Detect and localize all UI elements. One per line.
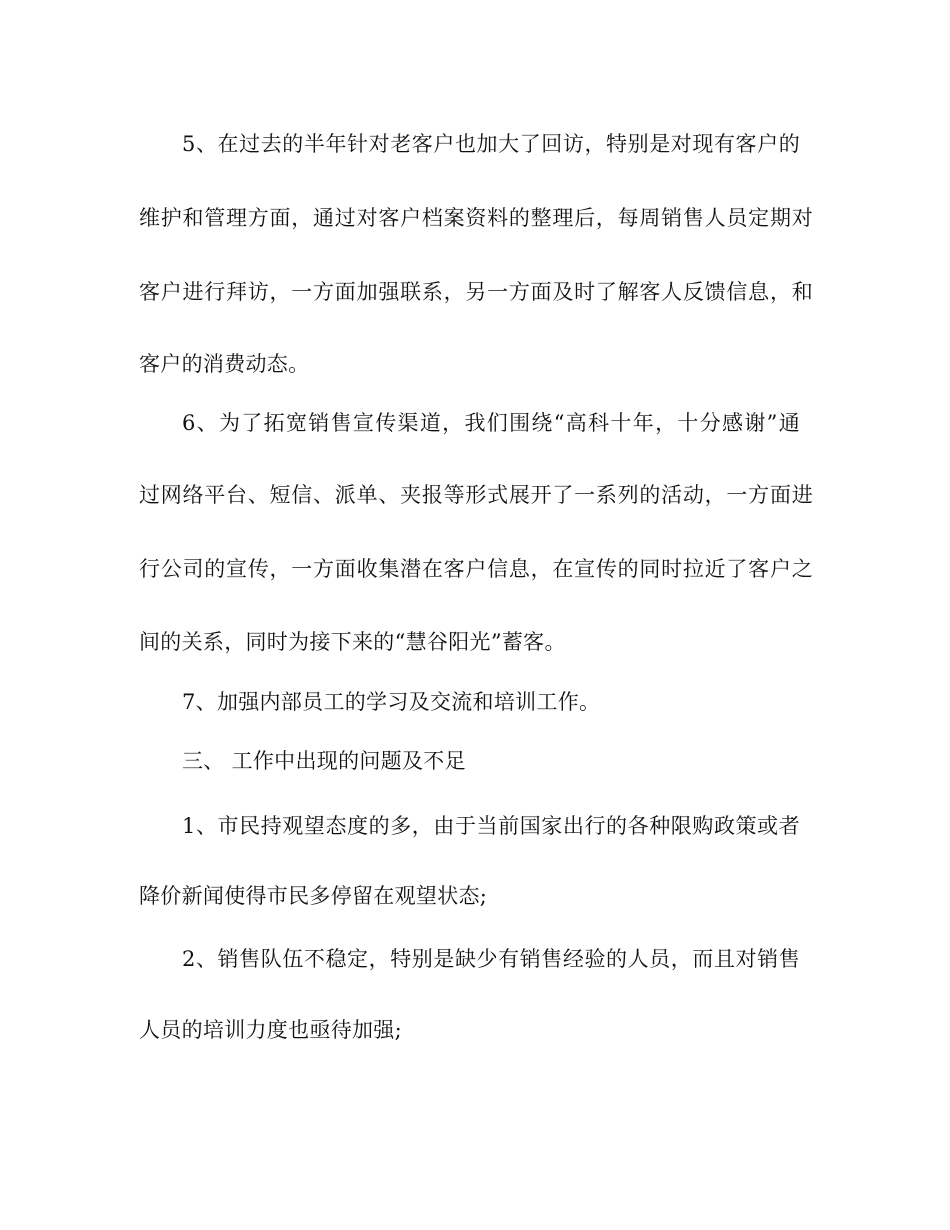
paragraph-5-line-1: 5、在过去的半年针对老客户也加大了回访，特别是对现有客户的 <box>182 132 800 156</box>
paragraph-6-line-4: 间的关系，同时为接下来的“慧谷阳光”蓄客。 <box>139 630 566 654</box>
paragraph-5-line-2: 维护和管理方面，通过对客户档案资料的整理后，每周销售人员定期对 <box>139 206 813 230</box>
problem-1-line-2: 降价新闻使得市民多停留在观望状态; <box>139 884 488 908</box>
paragraph-5-line-4: 客户的消费动态。 <box>139 352 310 376</box>
problem-1-line-1: 1、市民持观望态度的多，由于当前国家出行的各种限购政策或者 <box>182 814 800 838</box>
paragraph-6-line-2: 过网络平台、短信、派单、夹报等形式展开了一系列的活动，一方面进 <box>139 483 813 507</box>
paragraph-7-line-1: 7、加强内部员工的学习及交流和培训工作。 <box>182 690 601 714</box>
paragraph-6-line-1: 6、为了拓宽销售宣传渠道，我们围绕“高科十年，十分感谢”通 <box>182 411 800 435</box>
section-3-heading: 三、 工作中出现的问题及不足 <box>182 749 466 773</box>
problem-2-line-2: 人员的培训力度也亟待加强; <box>139 1018 402 1042</box>
paragraph-5-line-3: 客户进行拜访，一方面加强联系，另一方面及时了解客人反馈信息，和 <box>139 280 813 304</box>
problem-2-line-1: 2、销售队伍不稳定，特别是缺少有销售经验的人员，而且对销售 <box>182 947 800 971</box>
paragraph-6-line-3: 行公司的宣传，一方面收集潜在客户信息，在宣传的同时拉近了客户之 <box>139 557 813 581</box>
